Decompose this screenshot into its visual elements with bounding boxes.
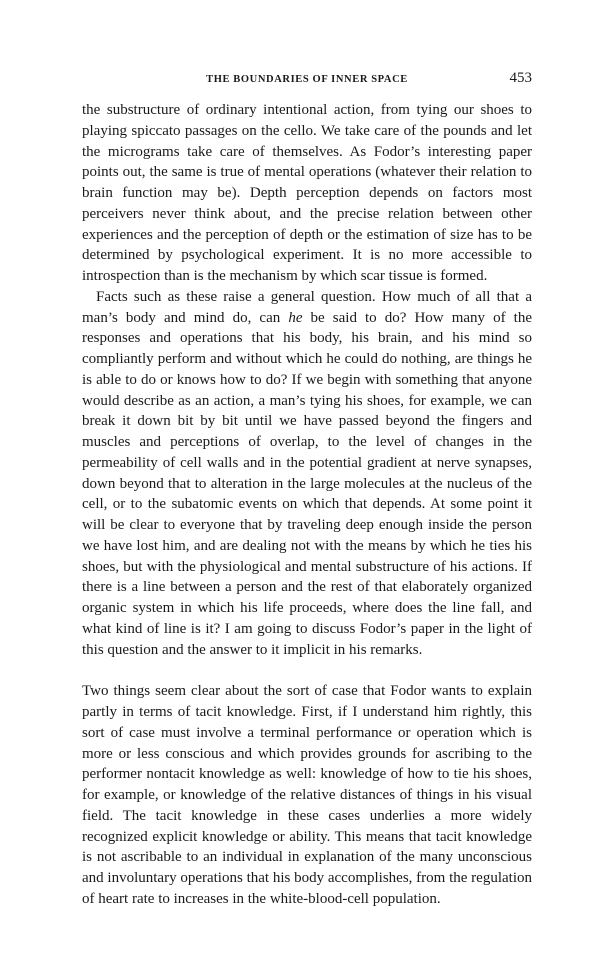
paragraph-1: the substructure of ordinary intentional action, from tying our shoes to playing spiccato passages on the cello. We take care of the pounds and let the micrograms take care of themselves. As Fodor’s interesting paper points out, the same is true of mental operations (whatever their relation to brain function may be). Depth perception depends on factors most perceivers never think about, and the precise relation between other experiences and the perception of depth or the estimation of size has to be determined by psychological experiment. It is no more accessible to introspection than is the mechanism by which scar tissue is formed. — [82, 102, 532, 284]
body-text — [82, 100, 532, 910]
paragraph-3: Two things seem clear about the sort of case that Fodor wants to explain partly in terms of tacit knowledge. First, if I understand him rightly, this sort of case must involve a terminal performance or operation which is more or less conscious and which provides grounds for ascribing to the performer nontacit knowledge as well: knowledge of how to tie his shoes, for example, or knowledge of the relative distances of things in his visual field. The tacit knowledge in these cases underlies a more widely recognized explicit knowledge or ability. This means that tacit knowledge is not ascribable to an individual in explanation of the many unconscious and involuntary operations that his body accomplishes, from the regulation of heart rate to increases in the white-blood-cell population. — [82, 683, 532, 907]
paragraph-2-text-b: be said to do? How many of the responses and operations that his body, his brain, and his mind so compliantly perform and without which he could do nothing, are things he is able to do or knows how to do? If we begin with something that anyone would describe as an action, a man’s tying his shoes, for example, we can break it down bit by bit until we have passed beyond the fingers and muscles and perceptions of overlap, to the level of changes in the permeability of cell walls and in the potential gradient at nerve synapses, down beyond that to alteration in the large molecules at the nucleus of the cell, or to the subatomic events on which that depends. At some point it will be clear to everyone that by traveling deep enough inside the person we have lost him, and are dealing not with the means by which he ties his shoes, but with the physiological and mental substructure of his actions. If there is a line between a person and the rest of that elaborately organized organic system in which his life proceeds, where does the line fall, and what kind of line is it? I am going to discuss Fodor’s paper in the light of this question and the answer to it implicit in his remarks. — [82, 309, 532, 658]
paragraph-2-text-a: Facts such as these raise a general question. How much of all that a man’s body and mind do, can — [82, 288, 532, 326]
running-title: THE BOUNDARIES OF INNER SPACE — [206, 74, 408, 85]
emphasis-he: he — [288, 309, 303, 326]
running-header — [82, 70, 532, 90]
page-number: 453 — [509, 70, 532, 86]
paragraph-2 — [82, 287, 532, 661]
